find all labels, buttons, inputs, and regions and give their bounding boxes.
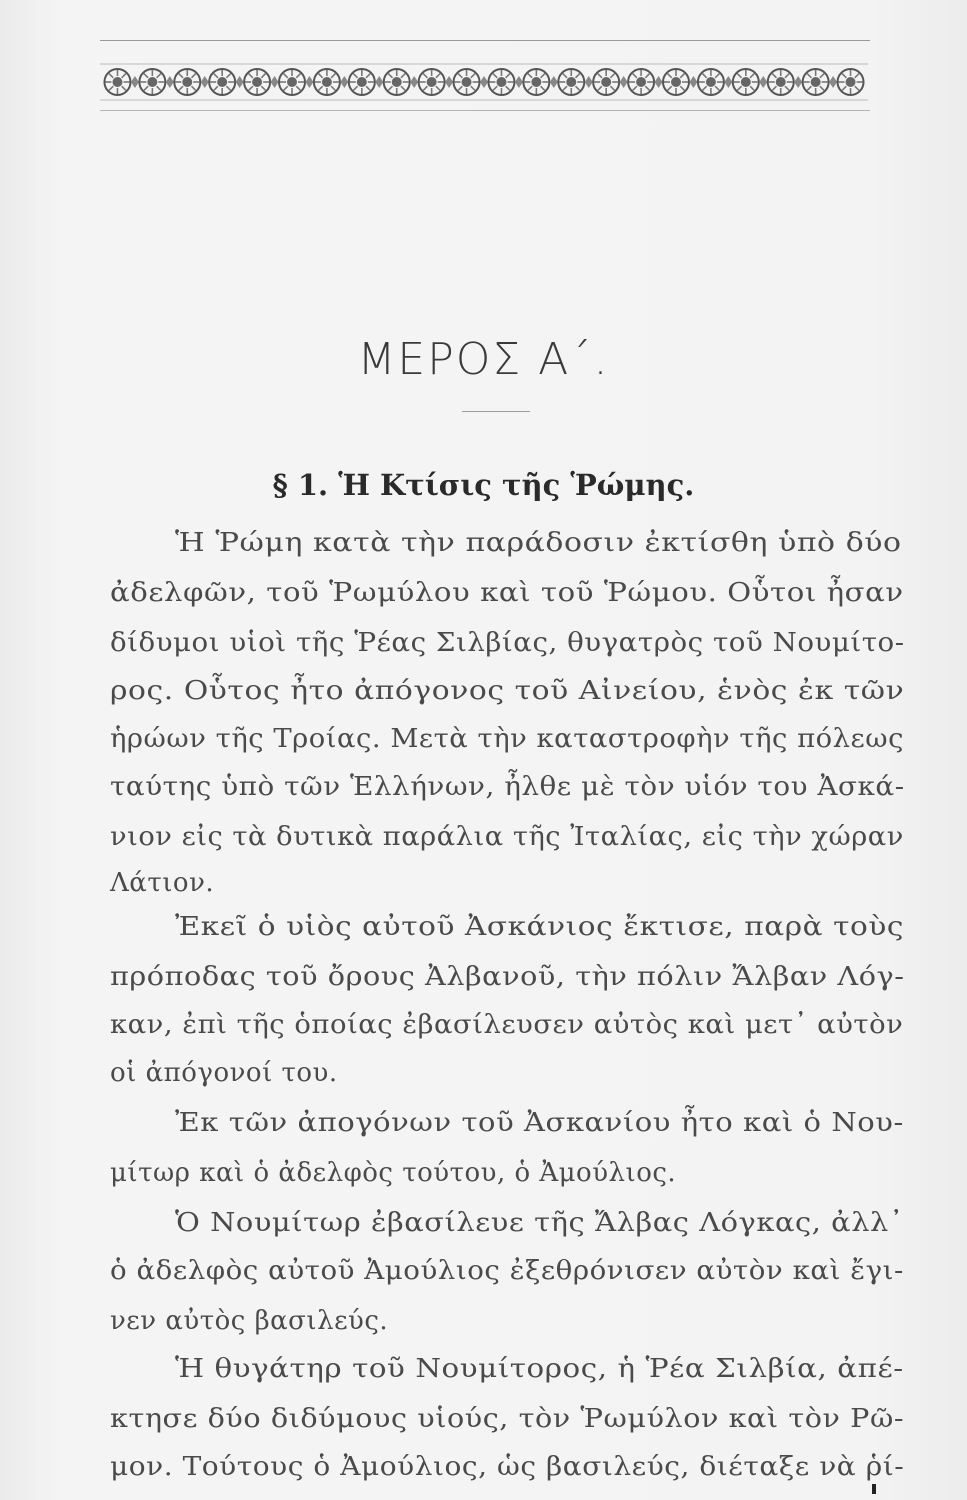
page-edge-mark [872,1484,876,1494]
ornament-diamond [515,76,523,88]
ornament-rosette [209,69,235,95]
ornament-diamond [236,76,244,88]
ornament-diamond [166,76,174,88]
ornament-rosette [104,69,130,95]
section-heading: § 1. Ἡ Κτίσις τῆς Ῥώμης. [272,468,695,502]
ornament-rosette [279,69,305,95]
ornament-diamond [689,76,697,88]
text-line: Ἐκ τῶν ἀπογόνων τοῦ Ἀσκανίου ἦτο καὶ ὁ Νου- [175,1108,904,1138]
ornament-rosette [314,69,340,95]
ornament-rosette [663,69,689,95]
ornament-rosette [803,69,829,95]
text-line: ὁ ἀδελφὸς αὐτοῦ Ἀμούλιος ἐξεθρόνισεν αὐτὸν καὶ ἔγι- [110,1256,904,1286]
text-line: νεν αὐτὸς βασιλεύς. [110,1306,389,1336]
ornament-diamond [620,76,628,88]
top-rule [100,40,870,41]
ornament-rosette [698,69,724,95]
ornament-rosette [593,69,619,95]
ornament-diamond [794,76,802,88]
text-line: ταύτης ὑπὸ τῶν Ἑλλήνων, ἦλθε μὲ τὸν υἱόν του Ἀσκά- [110,772,905,802]
ornament-rosette [244,69,270,95]
part-title: ΜΕΡΟΣ Α΄. [357,334,610,385]
ornament-diamond [340,76,348,88]
ornament-rosette [454,69,480,95]
text-line: Ὁ Νουμίτωρ ἐβασίλευε τῆς Ἄλβας Λόγκας, ἀλλ᾽ [175,1208,904,1238]
text-line: ρος. Οὗτος ἦτο ἀπόγονος τοῦ Αἰνείου, ἑνὸς ἐκ τῶν [110,676,905,706]
ornament-rosette [349,69,375,95]
decorative-border-ornament [100,58,868,106]
ornament-diamond [724,76,732,88]
ornament-rosette [558,69,584,95]
ornament-rosette [384,69,410,95]
ornament-diamond [550,76,558,88]
ornament-diamond [445,76,453,88]
ornament-diamond [585,76,593,88]
ornament-rule [100,110,870,111]
ornament-diamond [655,76,663,88]
ornament-rosette [139,69,165,95]
text-line: οἱ ἀπόγονοί του. [110,1058,338,1088]
text-line: μίτωρ καὶ ὁ ἀδελφὸς τούτου, ὁ Ἀμούλιος. [110,1158,677,1188]
ornament-diamond [410,76,418,88]
ornament-diamond [305,76,313,88]
text-line: δίδυμοι υἱοὶ τῆς Ῥέας Σιλβίας, θυγατρὸς τοῦ Νουμίτο- [110,628,905,658]
text-line: Ἐκεῖ ὁ υἱὸς αὐτοῦ Ἀσκάνιος ἔκτισε, παρὰ τοὺς [175,912,905,942]
text-line: καν, ἐπὶ τῆς ὁποίας ἐβασίλευσεν αὐτὸς καὶ μετ᾽ αὐτὸν [110,1010,904,1040]
text-line: κτησε δύο διδύμους υἱούς, τὸν Ῥωμύλον καὶ τὸν Ρῶ- [110,1404,905,1434]
text-line: ἡρώων τῆς Τροίας. Μετὰ τὴν καταστροφὴν τῆς πόλεως [110,724,904,754]
ornament-rosette [733,69,759,95]
text-line: ἀδελφῶν, τοῦ Ῥωμύλου καὶ τοῦ Ῥώμου. Οὗτοι ἦσαν [110,578,904,608]
text-line: Ἡ θυγάτηρ τοῦ Νουμίτορος, ἡ Ῥέα Σιλβία, ἀπέ- [175,1354,904,1384]
ornament-rosette [174,69,200,95]
ornament-diamond [829,76,837,88]
ornament-rosette [768,69,794,95]
ornament-diamond [480,76,488,88]
text-line: νιον εἰς τὰ δυτικὰ παράλια τῆς Ἰταλίας, εἰς τὴν χώραν [110,822,904,852]
ornament-rosette [419,69,445,95]
ornament-diamond [201,76,209,88]
text-line: Λάτιον. [110,868,215,898]
ornament-rosette [628,69,654,95]
text-line: πρόποδας τοῦ ὄρους Ἀλβανοῦ, τὴν πόλιν Ἄλβαν Λόγ- [110,962,905,992]
ornament-diamond [759,76,767,88]
ornament-rosette [523,69,549,95]
text-line: μον. Τούτους ὁ Ἀμούλιος, ὡς βασιλεύς, διέταξε νὰ ῥί- [110,1452,905,1482]
ornament-rosette [488,69,514,95]
ornament-diamond [375,76,383,88]
ornament-diamond [131,76,139,88]
ornament-diamond [271,76,279,88]
text-line: Ἡ Ῥώμη κατὰ τὴν παράδοσιν ἐκτίσθη ὑπὸ δύο [175,528,902,558]
ornament-rosette [838,69,864,95]
title-divider [462,411,530,412]
